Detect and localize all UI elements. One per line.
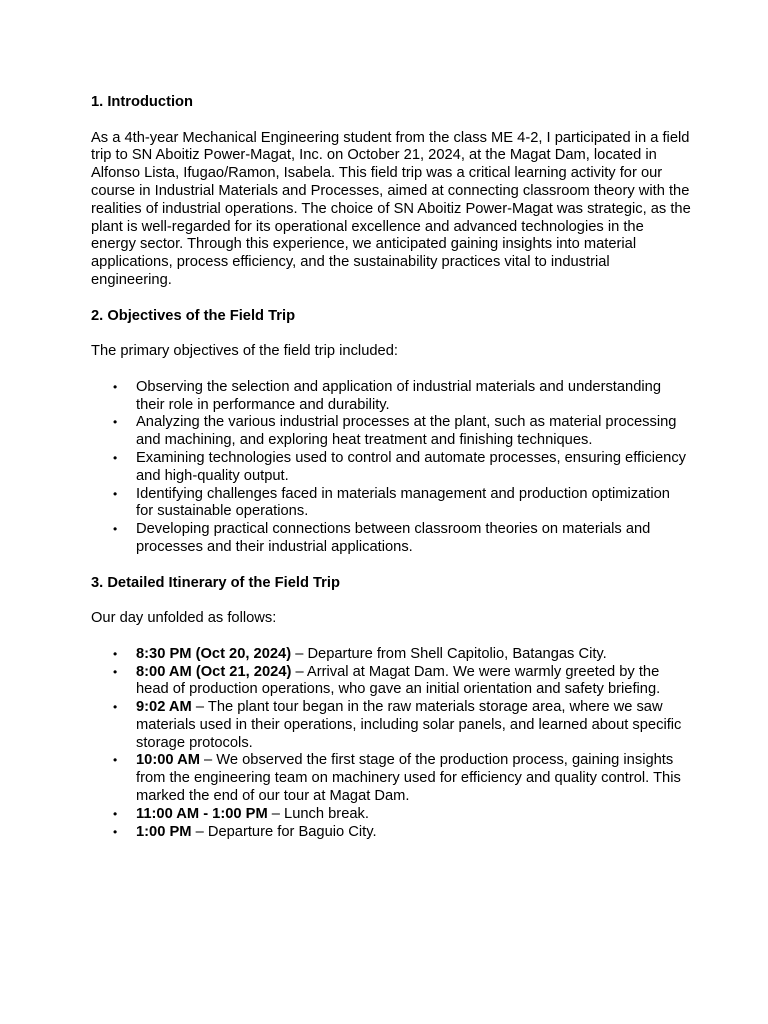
itinerary-text: – The plant tour began in the raw materials storage area, where we saw materials used in their operations, including solar panels, and learned about specific storage protocols.	[136, 699, 682, 751]
itinerary-time: 1:00 PM	[136, 823, 192, 840]
section-heading-objectives: 2. Objectives of the Field Trip	[91, 307, 296, 324]
list-item-text: Developing practical connections between classroom theories on materials and processes and their industrial applications.	[136, 521, 651, 555]
itinerary-text: – Lunch break.	[267, 805, 369, 822]
itinerary-time: 8:00 AM (Oct 21, 2024)	[136, 663, 292, 680]
itinerary-time: 10:00 AM	[136, 752, 200, 769]
bullet-icon: •	[113, 522, 118, 537]
list-item	[91, 699, 691, 752]
bullet-icon: •	[113, 806, 118, 821]
list-item	[91, 806, 691, 824]
bullet-icon: •	[113, 486, 118, 501]
list-item	[91, 752, 691, 805]
list-item-text: Identifying challenges faced in materials management and production optimization for sustainable operations.	[136, 485, 670, 520]
itinerary-lead: Our day unfolded as follows:	[91, 610, 277, 627]
bullet-icon: •	[113, 415, 118, 430]
itinerary-text: – We observed the first stage of the production process, gaining insights from the engineering team on machinery used for efficiency and quality control. This marked the end of our tour at Magat Dam.	[136, 752, 681, 805]
list-item	[91, 414, 691, 450]
itinerary-time: 9:02 AM	[136, 699, 192, 716]
bullet-icon: •	[113, 379, 118, 394]
list-item	[91, 664, 691, 700]
itinerary-text: – Departure from Shell Capitolio, Batangas City.	[291, 645, 607, 662]
introduction-paragraph: As a 4th-year Mechanical Engineering student from the class ME 4-2, I participated in a field trip to SN Aboitiz Power-Magat, Inc. on October 21, 2024, at the Magat Dam, located in Alfonso Lista, Ifugao/Ramon, Isabela. This field trip was a critical learning activity for our course in Industrial Materials and Processes, aimed at connecting classroom theory with the realities of industrial operations. The choice of SN Aboitiz Power-Magat was strategic, as the plant is well-regarded for its operational excellence and advanced technologies in the energy sector. Through this experience, we anticipated gaining insights into material applications, process efficiency, and the sustainability practices vital to industrial engineering.	[91, 129, 691, 288]
objectives-lead: The primary objectives of the field trip included:	[91, 343, 398, 360]
section-heading-introduction: 1. Introduction	[91, 94, 193, 110]
objectives-list	[91, 379, 691, 557]
bullet-icon: •	[113, 824, 118, 839]
bullet-icon: •	[113, 664, 118, 679]
bullet-icon: •	[113, 700, 118, 715]
list-item	[91, 450, 691, 486]
itinerary-time: 11:00 AM - 1:00 PM	[136, 805, 268, 822]
list-item-text: Observing the selection and application of industrial materials and understanding their role in performance and durability.	[136, 378, 661, 413]
itinerary-text: – Departure for Baguio City.	[191, 823, 377, 840]
list-item	[91, 521, 691, 557]
list-item	[91, 379, 691, 415]
itinerary-time: 8:30 PM (Oct 20, 2024)	[136, 645, 292, 662]
itinerary-list	[91, 646, 691, 842]
document-page	[91, 94, 691, 841]
bullet-icon: •	[113, 646, 118, 661]
section-heading-itinerary: 3. Detailed Itinerary of the Field Trip	[91, 574, 340, 591]
bullet-icon: •	[113, 450, 118, 465]
list-item-text: Analyzing the various industrial processes at the plant, such as material processing and machining, and exploring heat treatment and finishing techniques.	[136, 414, 677, 449]
list-item	[91, 646, 691, 664]
list-item	[91, 486, 691, 522]
list-item-text: Examining technologies used to control and automate processes, ensuring efficiency and high-quality output.	[136, 449, 687, 484]
itinerary-text: – Arrival at Magat Dam. We were warmly greeted by the head of production operations, who gave an initial orientation and safety briefing.	[136, 663, 661, 698]
bullet-icon: •	[113, 753, 118, 768]
list-item	[91, 824, 691, 842]
